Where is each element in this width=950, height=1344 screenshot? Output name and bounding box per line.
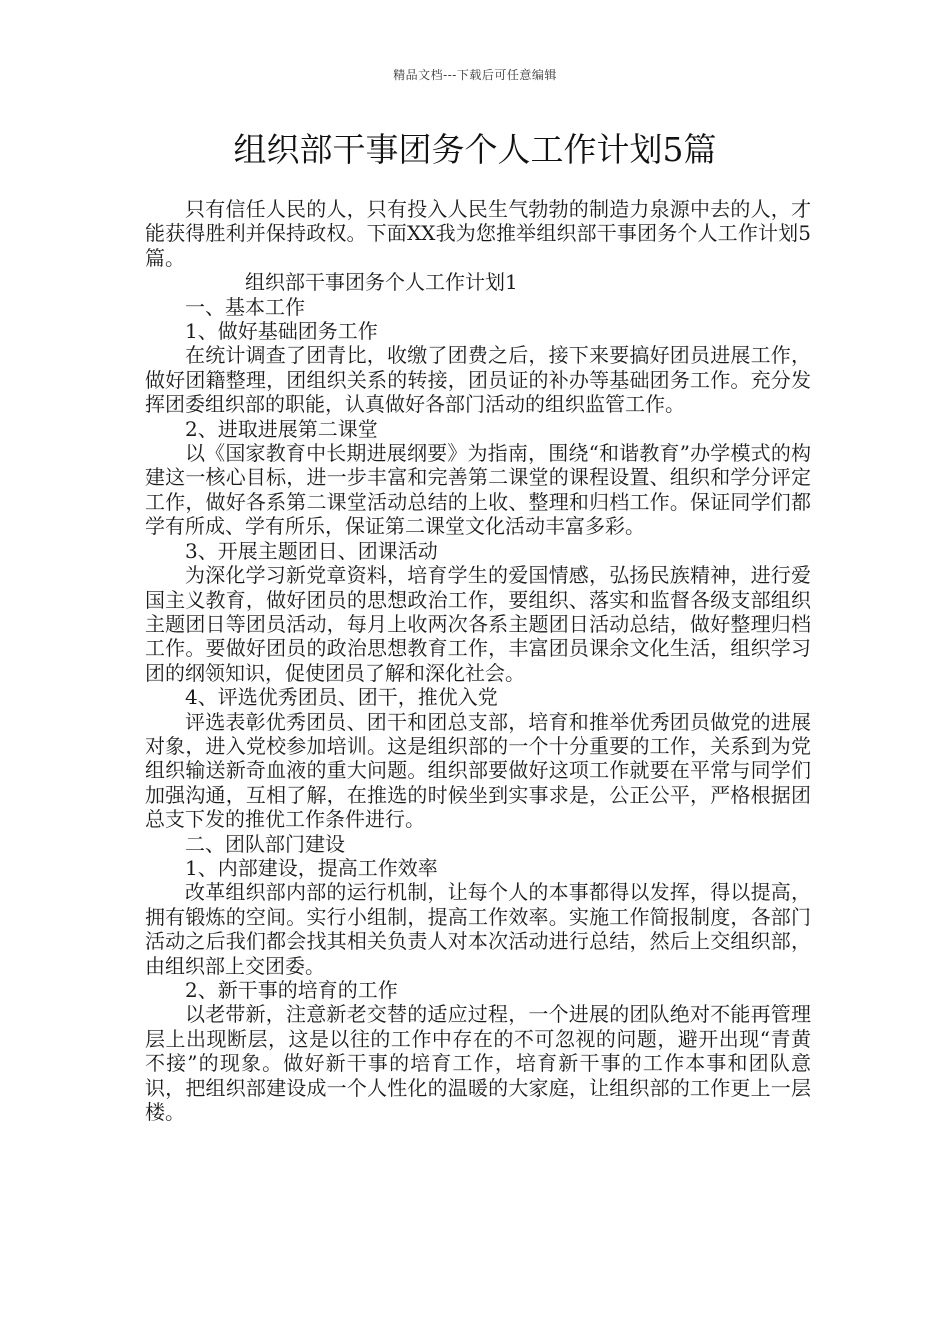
section-heading: 二、团队部门建设: [185, 831, 345, 856]
item-paragraph: 以《国家教育中长期进展纲要》为指南，围绕“和谐教育”办学模式的构建这一核心目标，进一步丰富和完善第二课堂的课程设置、组织和学分评定工作，做好各系第二课堂活动总结的上收、整理和归档工作。保证同学们都学有所成、学有所乐，保证第二课堂文化活动丰富多彩。: [145, 441, 811, 539]
item-heading: 1、做好基础团务工作: [185, 319, 378, 344]
item-heading: 2、新干事的培育的工作: [185, 978, 398, 1002]
item-paragraph: 以老带新，注意新老交替的适应过程，一个进展的团队绝对不能再管理层上出现断层，这是以往的工作中存在的不可忽视的问题，避开出现“青黄不接”的现象。做好新干事的培育工作，培育新干事的工作本事和团队意识，把组织部建设成一个人性化的温暖的大家庭，让组织部的工作更上一层楼。: [145, 1002, 811, 1125]
section-heading: 一、基本工作: [185, 294, 305, 319]
item-paragraph: 评选表彰优秀团员、团干和团总支部，培育和推举优秀团员做党的进展对象，进入党校参加培训。这是组织部的一个十分重要的工作，关系到为党组织输送新奇血液的重大问题。组织部要做好这项工作就要在平常与同学们加强沟通，互相了解，在推选的时候坐到实事求是，公正公平，严格根据团总支下发的推优工作条件进行。: [145, 709, 811, 832]
intro-paragraph: 只有信任人民的人，只有投入人民生气勃勃的制造力泉源中去的人，才能获得胜利并保持政权。下面XX我为您推举组织部干事团务个人工作计划5篇。: [145, 197, 811, 270]
item-heading: 3、开展主题团日、团课活动: [185, 538, 438, 563]
item-paragraph: 在统计调查了团青比，收缴了团费之后，接下来要搞好团员进展工作，做好团籍整理，团组织关系的转接，团员证的补办等基础团务工作。充分发挥团委组织部的职能，认真做好各部门活动的组织监管工作。: [145, 343, 811, 417]
document-body: [145, 197, 811, 1124]
item-heading: 4、评选优秀团员、团干，推优入党: [185, 685, 498, 710]
item-paragraph: 为深化学习新党章资料，培育学生的爱国情感，弘扬民族精神，进行爱国主义教育，做好团员的思想政治工作，要组织、落实和监督各级支部组织主题团日等团员活动，每月上收两次各系主题团日活动总结，做好整理归档工作。要做好团员的政治思想教育工作，丰富团员课余文化生活，组织学习团的纲领知识，促使团员了解和深化社会。: [145, 563, 811, 685]
header-note: 精品文档---下载后可任意编辑: [393, 68, 557, 82]
item-heading: 2、进取进展第二课堂: [185, 416, 378, 441]
document-title: 组织部干事团务个人工作计划5篇: [233, 130, 717, 169]
plan-title: 组织部干事团务个人工作计划1: [245, 270, 518, 295]
item-paragraph: 改革组织部内部的运行机制，让每个人的本事都得以发挥，得以提高，拥有锻炼的空间。实行小组制，提高工作效率。实施工作简报制度，各部门活动之后我们都会找其相关负责人对本次活动进行总结，然后上交组织部，由组织部上交团委。: [145, 880, 811, 978]
item-heading: 1、内部建设，提高工作效率: [185, 855, 438, 880]
